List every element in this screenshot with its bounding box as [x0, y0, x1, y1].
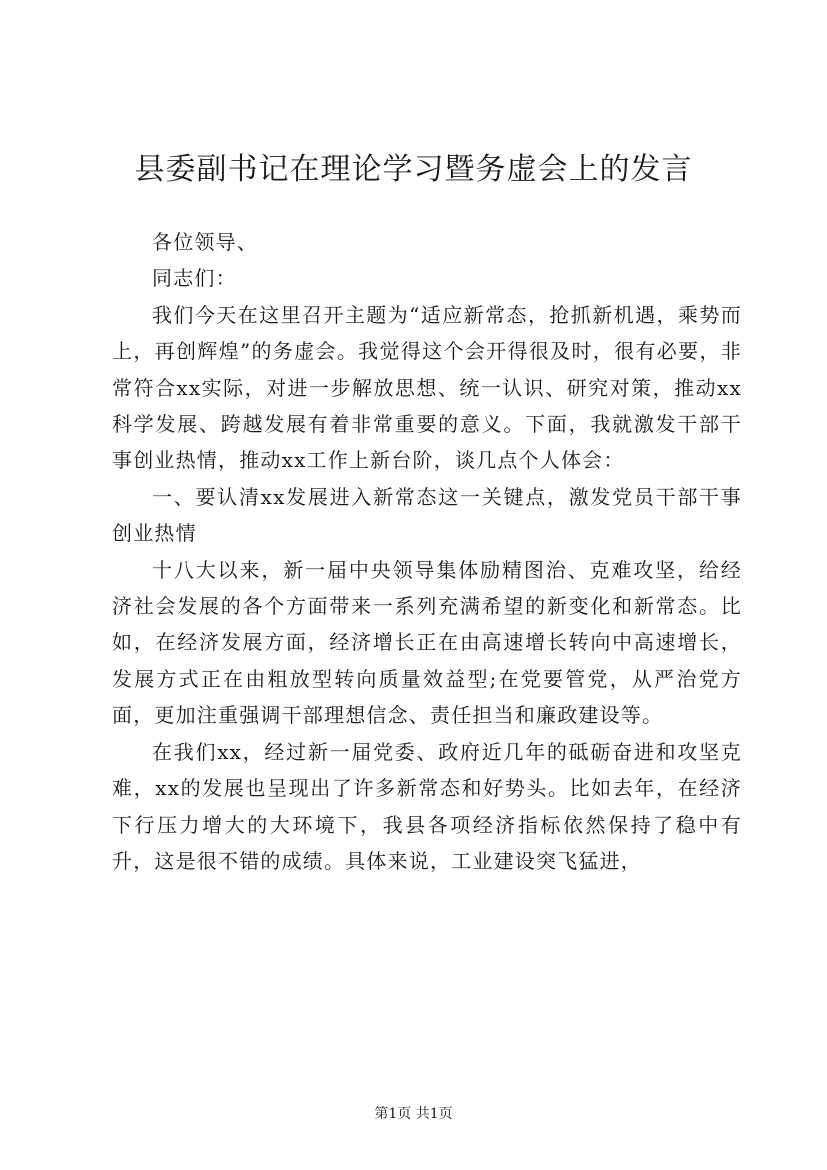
paragraph-national: 十八大以来，新一届中央领导集体励精图治、克难攻坚，给经济社会发展的各个方面带来一系列充满希望的新变化和新常态。比如，在经济发展方面，经济增长正在由高速增长转向中高速增长，发展方式正在由粗放型转向质量效益型;在党要管党，从严治党方面，更加注重强调干部理想信念、责任担当和廉政建设等。: [112, 557, 742, 728]
section-heading-1: 一、要认清xx发展进入新常态这一关键点，激发党员干部干事创业热情: [112, 484, 742, 546]
salutation-line-2: 同志们：: [152, 266, 237, 291]
paragraph-local: 在我们xx，经过新一届党委、政府近几年的砥砺奋进和攻坚克难，xx的发展也呈现出了许多新常态和好势头。比如去年，在经济下行压力增大的大环境下，我县各项经济指标依然保持了稳中有升，这是很不错的成绩。具体来说，工业建设突飞猛进，: [112, 739, 742, 873]
salutation-line-1: 各位领导、: [152, 230, 258, 254]
paragraph-intro: 我们今天在这里召开主题为“适应新常态，抢抓新机遇，乘势而上，再创辉煌”的务虚会。我觉得这个会开得很及时，很有必要，非常符合xx实际，对进一步解放思想、统一认识、研究对策，推动xx科学发展、跨越发展有着非常重要的意义。下面，我就激发干部干事创业热情，推动xx工作上新台阶，谈几点个人体会：: [112, 302, 742, 473]
page-footer: 第1页 共1页: [374, 1106, 453, 1122]
document-body: [112, 224, 742, 879]
document-title: 县委副书记在理论学习暨务虚会上的发言: [134, 152, 693, 187]
